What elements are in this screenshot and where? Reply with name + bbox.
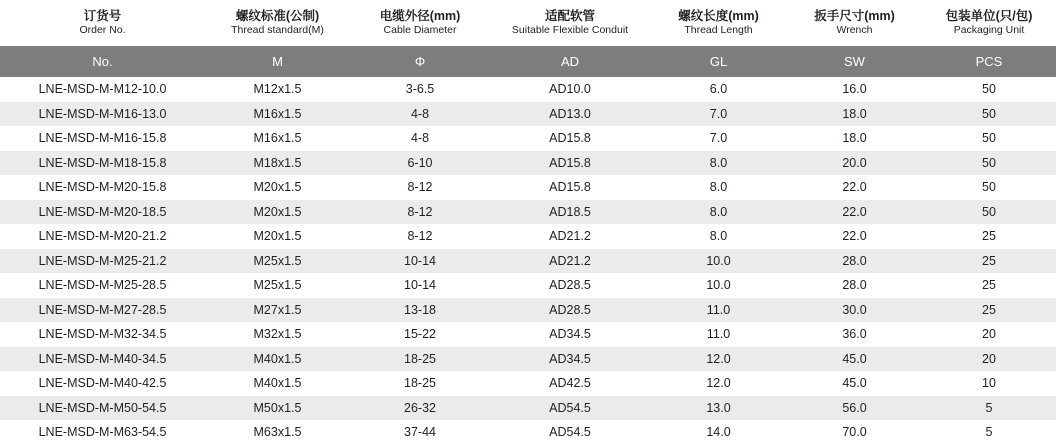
- cell-flexible-conduit: AD18.5: [490, 200, 650, 225]
- cell-thread-standard: M20x1.5: [205, 224, 350, 249]
- cell-thread-length: 11.0: [650, 322, 787, 347]
- cell-wrench: 16.0: [787, 77, 922, 102]
- symbol-gl: GL: [650, 46, 787, 77]
- column-header-cn: 电缆外径(mm): [379, 9, 461, 23]
- column-header-cn: 螺纹长度(mm): [678, 9, 759, 23]
- cell-thread-length: 12.0: [650, 347, 787, 372]
- cell-cable-diameter: 15-22: [350, 322, 490, 347]
- cell-order-no: LNE-MSD-M-M20-18.5: [0, 200, 205, 225]
- table-row: [0, 420, 1056, 445]
- cell-order-no: LNE-MSD-M-M40-34.5: [0, 347, 205, 372]
- column-header-thread-length: [650, 0, 787, 46]
- cell-wrench: 22.0: [787, 224, 922, 249]
- cell-cable-diameter: 10-14: [350, 273, 490, 298]
- symbol-pcs: PCS: [922, 46, 1056, 77]
- cell-flexible-conduit: AD34.5: [490, 347, 650, 372]
- cell-order-no: LNE-MSD-M-M20-21.2: [0, 224, 205, 249]
- cell-cable-diameter: 4-8: [350, 102, 490, 127]
- column-header-en: Order No.: [79, 24, 126, 36]
- cell-packaging-unit: 5: [922, 396, 1056, 421]
- column-header-packaging-unit: [922, 0, 1056, 46]
- cell-wrench: 28.0: [787, 249, 922, 274]
- cell-flexible-conduit: AD10.0: [490, 77, 650, 102]
- table-header: [0, 0, 1056, 77]
- cell-thread-length: 14.0: [650, 420, 787, 445]
- column-header-cn: 适配软管: [544, 9, 595, 23]
- table-row: [0, 224, 1056, 249]
- cell-flexible-conduit: AD28.5: [490, 298, 650, 323]
- column-header-en: Thread Length: [684, 24, 753, 36]
- column-header-cn: 螺纹标准(公制): [235, 9, 320, 23]
- cell-packaging-unit: 5: [922, 420, 1056, 445]
- cell-wrench: 22.0: [787, 200, 922, 225]
- cell-thread-standard: M27x1.5: [205, 298, 350, 323]
- cell-flexible-conduit: AD54.5: [490, 396, 650, 421]
- table-row: [0, 396, 1056, 421]
- cell-wrench: 28.0: [787, 273, 922, 298]
- cell-cable-diameter: 18-25: [350, 347, 490, 372]
- column-header-en: Suitable Flexible Conduit: [511, 24, 629, 36]
- cell-packaging-unit: 50: [922, 102, 1056, 127]
- symbol-m: M: [205, 46, 350, 77]
- cell-cable-diameter: 8-12: [350, 224, 490, 249]
- cell-thread-length: 8.0: [650, 151, 787, 176]
- column-header-en: Wrench: [836, 24, 873, 36]
- cell-thread-standard: M18x1.5: [205, 151, 350, 176]
- cell-cable-diameter: 26-32: [350, 396, 490, 421]
- table-row: [0, 200, 1056, 225]
- cell-thread-length: 11.0: [650, 298, 787, 323]
- column-header-cn: 扳手尺寸(mm): [814, 9, 895, 23]
- cell-packaging-unit: 25: [922, 224, 1056, 249]
- table-row: [0, 102, 1056, 127]
- cell-thread-length: 10.0: [650, 249, 787, 274]
- cell-thread-standard: M63x1.5: [205, 420, 350, 445]
- cell-thread-length: 7.0: [650, 126, 787, 151]
- column-header-en: Thread standard(M): [231, 24, 324, 36]
- cell-wrench: 22.0: [787, 175, 922, 200]
- symbol-ad: AD: [490, 46, 650, 77]
- symbol-sw: SW: [787, 46, 922, 77]
- cell-cable-diameter: 6-10: [350, 151, 490, 176]
- column-header-en: Packaging Unit: [953, 24, 1025, 36]
- cell-order-no: LNE-MSD-M-M25-21.2: [0, 249, 205, 274]
- cell-packaging-unit: 25: [922, 273, 1056, 298]
- cell-thread-standard: M50x1.5: [205, 396, 350, 421]
- cell-flexible-conduit: AD15.8: [490, 151, 650, 176]
- table-body: [0, 77, 1056, 445]
- cell-flexible-conduit: AD15.8: [490, 175, 650, 200]
- cell-cable-diameter: 10-14: [350, 249, 490, 274]
- cell-packaging-unit: 10: [922, 371, 1056, 396]
- cell-thread-standard: M32x1.5: [205, 322, 350, 347]
- cell-thread-length: 12.0: [650, 371, 787, 396]
- cell-thread-standard: M40x1.5: [205, 347, 350, 372]
- column-header-order-no: [0, 0, 205, 46]
- cell-wrench: 70.0: [787, 420, 922, 445]
- cell-thread-length: 8.0: [650, 224, 787, 249]
- cell-packaging-unit: 25: [922, 249, 1056, 274]
- cell-wrench: 45.0: [787, 371, 922, 396]
- cell-packaging-unit: 50: [922, 77, 1056, 102]
- cell-flexible-conduit: AD34.5: [490, 322, 650, 347]
- cell-packaging-unit: 20: [922, 347, 1056, 372]
- cell-packaging-unit: 50: [922, 126, 1056, 151]
- column-header-en: Cable Diameter: [383, 24, 457, 36]
- cell-thread-length: 7.0: [650, 102, 787, 127]
- symbol-phi: Φ: [350, 46, 490, 77]
- cell-thread-standard: M16x1.5: [205, 126, 350, 151]
- table-row: [0, 322, 1056, 347]
- cell-packaging-unit: 25: [922, 298, 1056, 323]
- cell-thread-standard: M20x1.5: [205, 200, 350, 225]
- header-row-labels: [0, 0, 1056, 46]
- cell-flexible-conduit: AD13.0: [490, 102, 650, 127]
- table-row: [0, 77, 1056, 102]
- cell-packaging-unit: 50: [922, 151, 1056, 176]
- cell-cable-diameter: 8-12: [350, 200, 490, 225]
- column-header-cable-diameter: [350, 0, 490, 46]
- cell-wrench: 56.0: [787, 396, 922, 421]
- table-row: [0, 175, 1056, 200]
- cell-flexible-conduit: AD54.5: [490, 420, 650, 445]
- cell-packaging-unit: 20: [922, 322, 1056, 347]
- table-row: [0, 151, 1056, 176]
- column-header-thread-standard: [205, 0, 350, 46]
- cell-cable-diameter: 8-12: [350, 175, 490, 200]
- cell-thread-standard: M12x1.5: [205, 77, 350, 102]
- cell-order-no: LNE-MSD-M-M27-28.5: [0, 298, 205, 323]
- cell-order-no: LNE-MSD-M-M16-13.0: [0, 102, 205, 127]
- cell-order-no: LNE-MSD-M-M18-15.8: [0, 151, 205, 176]
- cell-thread-standard: M40x1.5: [205, 371, 350, 396]
- cell-flexible-conduit: AD21.2: [490, 224, 650, 249]
- cell-thread-standard: M25x1.5: [205, 249, 350, 274]
- column-header-cn: 包装单位(只/包): [945, 9, 1033, 23]
- cell-flexible-conduit: AD21.2: [490, 249, 650, 274]
- table-row: [0, 298, 1056, 323]
- header-row-symbols: [0, 46, 1056, 77]
- cell-flexible-conduit: AD28.5: [490, 273, 650, 298]
- cell-order-no: LNE-MSD-M-M20-15.8: [0, 175, 205, 200]
- cell-wrench: 18.0: [787, 126, 922, 151]
- cell-thread-standard: M20x1.5: [205, 175, 350, 200]
- cell-wrench: 45.0: [787, 347, 922, 372]
- column-header-wrench: [787, 0, 922, 46]
- cell-cable-diameter: 3-6.5: [350, 77, 490, 102]
- cell-cable-diameter: 4-8: [350, 126, 490, 151]
- column-header-flexible-conduit: [490, 0, 650, 46]
- cell-thread-standard: M25x1.5: [205, 273, 350, 298]
- cell-wrench: 30.0: [787, 298, 922, 323]
- cell-thread-standard: M16x1.5: [205, 102, 350, 127]
- cell-cable-diameter: 18-25: [350, 371, 490, 396]
- cell-order-no: LNE-MSD-M-M12-10.0: [0, 77, 205, 102]
- cell-flexible-conduit: AD15.8: [490, 126, 650, 151]
- cell-wrench: 18.0: [787, 102, 922, 127]
- cell-order-no: LNE-MSD-M-M25-28.5: [0, 273, 205, 298]
- cell-thread-length: 13.0: [650, 396, 787, 421]
- symbol-no: No.: [0, 46, 205, 77]
- cell-order-no: LNE-MSD-M-M32-34.5: [0, 322, 205, 347]
- cell-cable-diameter: 13-18: [350, 298, 490, 323]
- cell-packaging-unit: 50: [922, 175, 1056, 200]
- cell-order-no: LNE-MSD-M-M50-54.5: [0, 396, 205, 421]
- cell-thread-length: 10.0: [650, 273, 787, 298]
- table-row: [0, 347, 1056, 372]
- cell-order-no: LNE-MSD-M-M63-54.5: [0, 420, 205, 445]
- cell-packaging-unit: 50: [922, 200, 1056, 225]
- column-header-cn: 订货号: [83, 9, 122, 23]
- cell-thread-length: 8.0: [650, 200, 787, 225]
- cell-thread-length: 6.0: [650, 77, 787, 102]
- cell-thread-length: 8.0: [650, 175, 787, 200]
- cell-wrench: 36.0: [787, 322, 922, 347]
- cell-flexible-conduit: AD42.5: [490, 371, 650, 396]
- table-row: [0, 126, 1056, 151]
- table-row: [0, 273, 1056, 298]
- cell-cable-diameter: 37-44: [350, 420, 490, 445]
- table-row: [0, 371, 1056, 396]
- cell-wrench: 20.0: [787, 151, 922, 176]
- table-row: [0, 249, 1056, 274]
- cell-order-no: LNE-MSD-M-M16-15.8: [0, 126, 205, 151]
- cell-order-no: LNE-MSD-M-M40-42.5: [0, 371, 205, 396]
